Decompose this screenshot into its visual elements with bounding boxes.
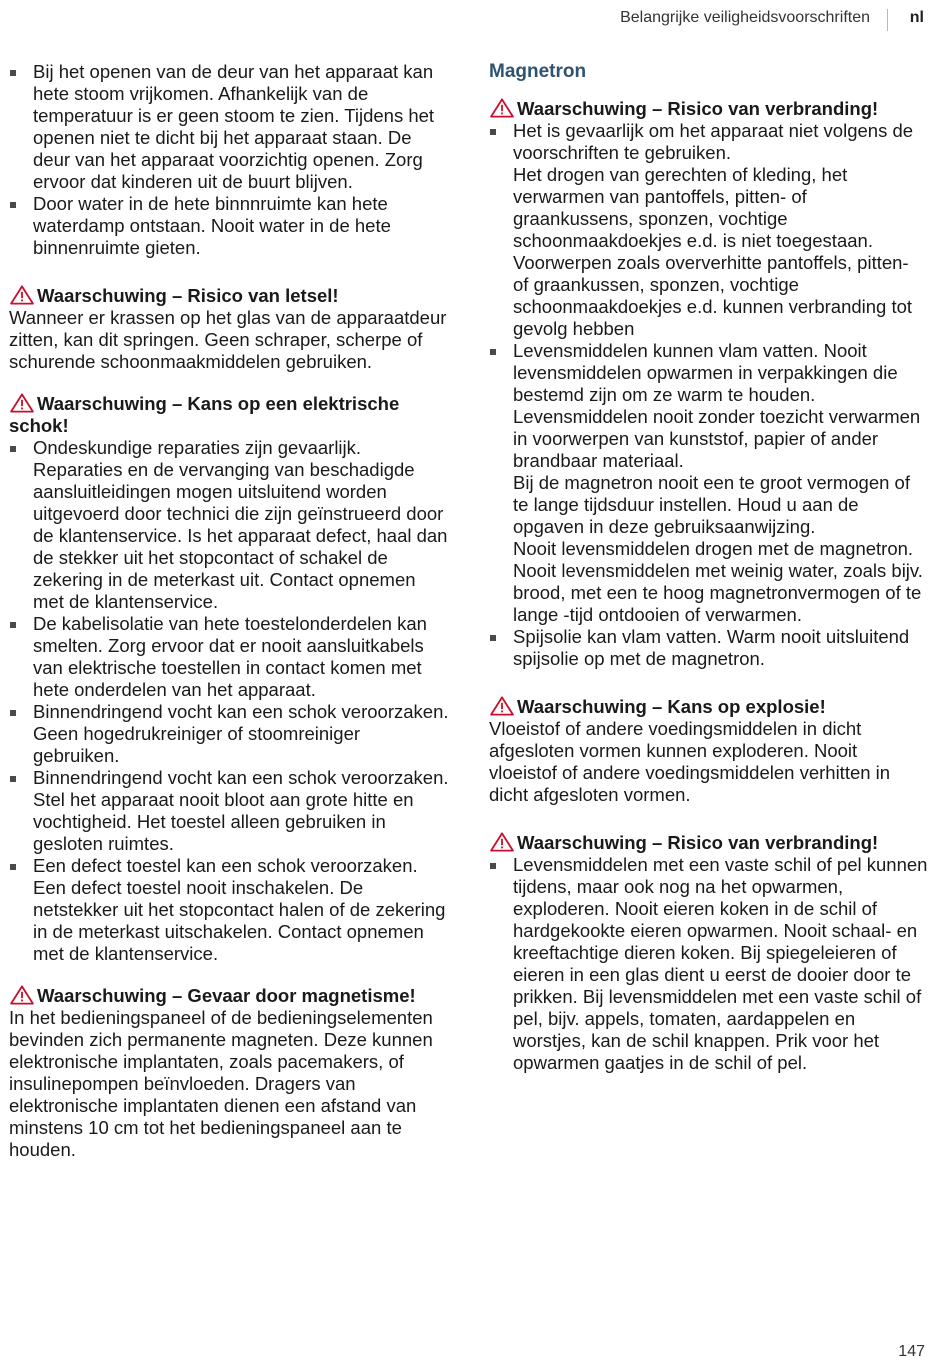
header-title: Belangrijke veiligheidsvoorschriften — [620, 9, 870, 26]
header-language: nl — [909, 9, 924, 26]
warning-magnetism — [9, 985, 449, 1161]
warning-text: In het bedieningspaneel of de bedieningselementen bevinden zich permanente magneten. Deze kunnen elektronische implantaten, zoals pacemakers, of insulinepompen beïnvloeden. Dragers van elektronische implantaten dienen een afstand van minstens 10 cm tot het bedieningspaneel aan te houden. — [9, 1007, 433, 1160]
list-paragraph: Levensmiddelen nooit zonder toezicht verwarmen in voorwerpen van kunststof, papier of ander brandbaar materiaal. — [513, 406, 921, 471]
warning-title: Waarschuwing – Gevaar door magnetisme! — [37, 985, 416, 1006]
intro-bullet-list — [9, 61, 449, 259]
left-column — [9, 61, 449, 1161]
list-paragraph: Het drogen van gerechten of kleding, het verwarmen van pantoffels, pitten- of graankussens, sponzen, vochtige schoonmaakdoekjes e.d. is niet toegestaan. Voorwerpen zoals oververhitte pantoffels, pitten- of graankussen, sponzen, vochtige schoonmaakdoekjes e.d. kunnen verbranding tot gevolg hebben — [513, 164, 913, 339]
warning-burn-2 — [489, 832, 929, 1074]
list-paragraph: Bij de magnetron nooit een te groot vermogen of te lange tijdsduur instellen. Houd u aan de opgaven in deze gebruiksaanwijzing. — [513, 472, 910, 537]
list-item — [489, 340, 929, 626]
warning-triangle-icon — [9, 285, 35, 305]
header-divider — [887, 9, 888, 31]
warning-title: Waarschuwing – Kans op explosie! — [517, 696, 826, 717]
list-item: Door water in de hete binnnruimte kan hete waterdamp ontstaan. Nooit water in de hete binnenruimte gieten. — [9, 193, 449, 259]
warning-triangle-icon — [489, 98, 515, 118]
page-header — [0, 9, 950, 29]
list-item: Ondeskundige reparaties zijn gevaarlijk. Reparaties en de vervanging van beschadigde aansluitleidingen mogen uitsluitend worden uitgevoerd door technici die zijn geïnstrueerd door de klantenservice. Is het apparaat defect, haal dan de stekker uit het stopcontact of schakel de zekering in de meterkast uit. Contact opnemen met de klantenservice. — [9, 437, 449, 613]
warning-title: Waarschuwing – Kans op een elektrische schok! — [9, 393, 400, 436]
warning-title: Waarschuwing – Risico van letsel! — [37, 285, 339, 306]
list-paragraph: Nooit levensmiddelen drogen met de magnetron. — [513, 538, 914, 559]
warning-text: Vloeistof of andere voedingsmiddelen in dicht afgesloten vormen kunnen exploderen. Nooit vloeistof of andere voedingsmiddelen verhitten in dicht afgesloten vormen. — [489, 718, 891, 805]
warning-burn — [489, 98, 929, 670]
warning-title: Waarschuwing – Risico van verbranding! — [517, 98, 879, 119]
section-title: Magnetron — [489, 61, 587, 82]
warning-bullet-list — [489, 120, 929, 670]
warning-injury — [9, 285, 449, 373]
warning-electric-shock — [9, 393, 449, 965]
list-item — [489, 626, 929, 670]
warning-title: Waarschuwing – Risico van verbranding! — [517, 832, 879, 853]
warning-text: Wanneer er krassen op het glas van de apparaatdeur zitten, kan dit springen. Geen schraper, scherpe of schurende schoonmaakmiddelen gebruiken. — [9, 307, 447, 372]
list-item: Levensmiddelen met een vaste schil of pel kunnen tijdens, maar ook nog na het opwarmen, exploderen. Nooit eieren koken in de schil of hardgekookte eieren opwarmen. Nooit schaal- en kreeftachtige dieren koken. Bij spiegeleieren of eieren in een glas dient u eerst de dooier door te prikken. Bij levensmiddelen met een vaste schil of pel, bijv. appels, tomaten, aardappelen en worstjes, kan de schil knappen. Prik voor het opwarmen gaatjes in de schil of pel. — [489, 854, 929, 1074]
list-item: De kabelisolatie van hete toestelonderdelen kan smelten. Zorg ervoor dat er nooit aansluitkabels van elektrische toestellen in contact komen met hete onderdelen van het apparaat. — [9, 613, 449, 701]
list-paragraph: Het is gevaarlijk om het apparaat niet volgens de voorschriften te gebruiken. — [513, 120, 914, 163]
warning-triangle-icon — [489, 832, 515, 852]
list-item: Binnendringend vocht kan een schok veroorzaken. Stel het apparaat nooit bloot aan grote hitte en vochtigheid. Het toestel alleen gebruiken in gesloten ruimtes. — [9, 767, 449, 855]
warning-triangle-icon — [489, 696, 515, 716]
list-item: Een defect toestel kan een schok veroorzaken. Een defect toestel nooit inschakelen. De netstekker uit het stopcontact halen of de zekering in de meterkast uitschakelen. Contact opnemen met de klantenservice. — [9, 855, 449, 965]
list-item: Binnendringend vocht kan een schok veroorzaken. Geen hogedrukreiniger of stoomreiniger gebruiken. — [9, 701, 449, 767]
list-item: Bij het openen van de deur van het apparaat kan hete stoom vrijkomen. Afhankelijk van de temperatuur is er geen stoom te zien. Tijdens het openen niet te dicht bij het apparaat staan. De deur van het apparaat voorzichtig openen. Zorg ervoor dat kinderen uit de buurt blijven. — [9, 61, 449, 193]
warning-bullet-list — [9, 437, 449, 965]
warning-explosion — [489, 696, 929, 806]
right-column — [489, 61, 929, 1074]
warning-bullet-list — [489, 854, 929, 1074]
list-item — [489, 120, 929, 340]
list-paragraph: Nooit levensmiddelen met weinig water, zoals bijv. brood, met een te hoog magnetronvermogen of te lange -tijd ontdooien of verwarmen. — [513, 560, 923, 625]
warning-triangle-icon — [9, 393, 35, 413]
warning-triangle-icon — [9, 985, 35, 1005]
page-number: 147 — [898, 1343, 925, 1360]
list-paragraph: Levensmiddelen kunnen vlam vatten. Nooit levensmiddelen opwarmen in verpakkingen die bestemd zijn om ze warm te houden. — [513, 340, 898, 405]
list-paragraph: Spijsolie kan vlam vatten. Warm nooit uitsluitend spijsolie op met de magnetron. — [513, 626, 910, 669]
